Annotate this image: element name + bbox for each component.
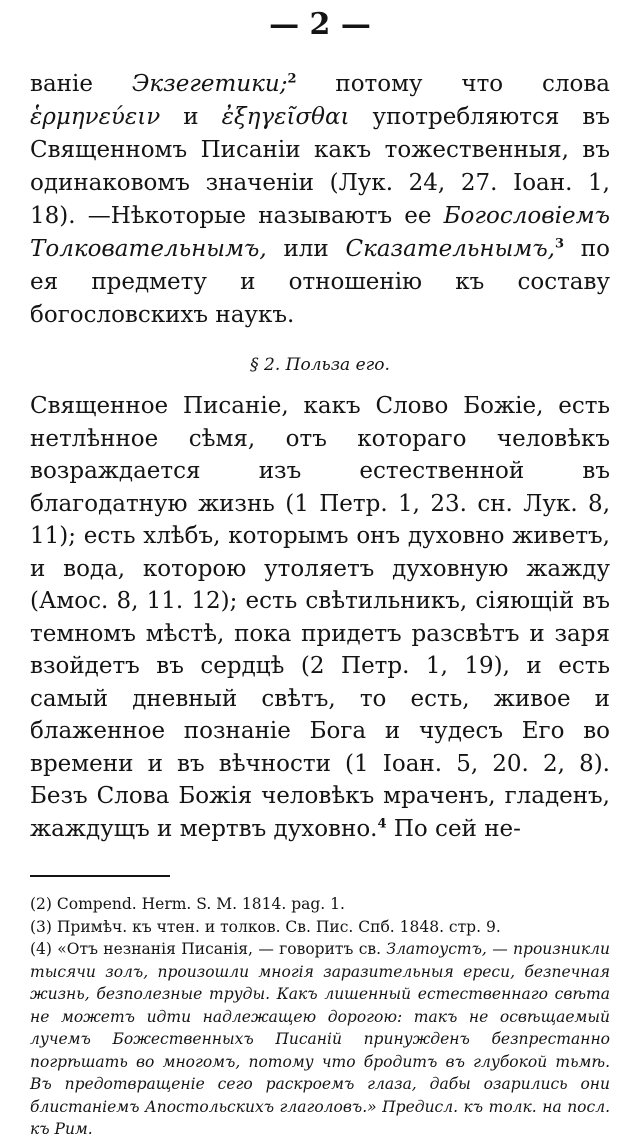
footnote-divider <box>30 875 170 877</box>
greek-word-exegeisthai: ἐξηγεῖσθαι <box>221 104 350 130</box>
term-theology: Богословіемъ Толковательнымъ, <box>30 203 610 262</box>
greek-word-hermeneuein: ἑρμηνεύειν <box>30 104 161 130</box>
footnote-3: (3) Примѣч. къ чтен. и толков. Св. Пис. Спб. 1848. стр. 9. <box>30 917 501 936</box>
text-segment: или <box>266 236 346 262</box>
footnotes <box>30 893 610 1141</box>
section-paragraph <box>30 390 610 845</box>
text-segment: и <box>160 104 222 130</box>
footnote-4-quote: — произникли тысячи золъ, произошли многія заразительныя ереси, безпечная жизнь, безполезные труды. Какъ лишенный естественнаго свѣта не можетъ идти надлежащею дорогою: такъ не освѣщаемый лучемъ Божественныхъ Писаній принужденъ безпрестанно погрѣшать во многомъ, потому что бродитъ въ глубокой тьмѣ. Въ предотвращеніе сего раскроемъ глаза, дабы озарились они блистаніемъ Апостольскихъ глаголовъ.» Предисл. къ толк. на посл. къ Рим. <box>30 940 611 1138</box>
author-chrysostom: Златоустъ, <box>386 940 487 958</box>
text-segment: употребляются въ Священномъ Писаніи какъ тожественныя, въ одинаковомъ значеніи (Лук. 24, 27. Іоан. 1, 18). —Нѣкоторые называютъ ее <box>30 104 610 229</box>
footnote-2: (2) Compend. Herm. S. M. 1814. pag. 1. <box>30 895 345 913</box>
text-segment: по ея предмету и отношенію къ составу богословскихъ наукъ. <box>30 236 610 328</box>
footnote-ref-2: 2 <box>287 71 297 87</box>
text-segment: По сей не- <box>386 815 521 842</box>
term-exegetics: Экзегетики; <box>131 71 288 97</box>
text-segment: потому что слова <box>296 71 610 97</box>
footnote-ref-3: 3 <box>555 236 565 252</box>
paragraph-continuation <box>30 68 610 332</box>
term-narrative: Сказательнымъ, <box>345 236 555 262</box>
text-segment: ваніе <box>30 71 132 97</box>
page-number: — 2 — <box>269 7 371 42</box>
text-segment: Священное Писаніе, какъ Слово Божіе, есть нетлѣнное сѣмя, отъ котораго человѣкъ возраждается изъ естественной въ благодатную жизнь (1 Петр. 1, 23. сн. Лук. 8, 11); есть хлѣбъ, которымъ онъ духовно живетъ, и вода, которою утоляетъ духовную жажду (Амос. 8, 11. 12); есть свѣтильникъ, сіяющій въ темномъ мѣстѣ, пока придетъ разсвѣтъ и заря взойдетъ въ сердцѣ (2 Петр. 1, 19), и есть самый дневный свѣтъ, то есть, живое и блаженное познаніе Бога и чудесъ Его во времени и въ вѣчности (1 Іоан. 5, 20. 2, 8). Безъ Слова Божія человѣкъ мраченъ, гладенъ, жаждущъ и мертвъ духовно. <box>30 393 610 842</box>
section-heading: § 2. Польза его. <box>250 355 390 375</box>
footnote-4 <box>30 938 610 1141</box>
footnote-ref-4: 4 <box>377 815 387 831</box>
footnote-4-text: (4) «Отъ незнанія Писанія, — говоритъ св. <box>30 940 387 958</box>
